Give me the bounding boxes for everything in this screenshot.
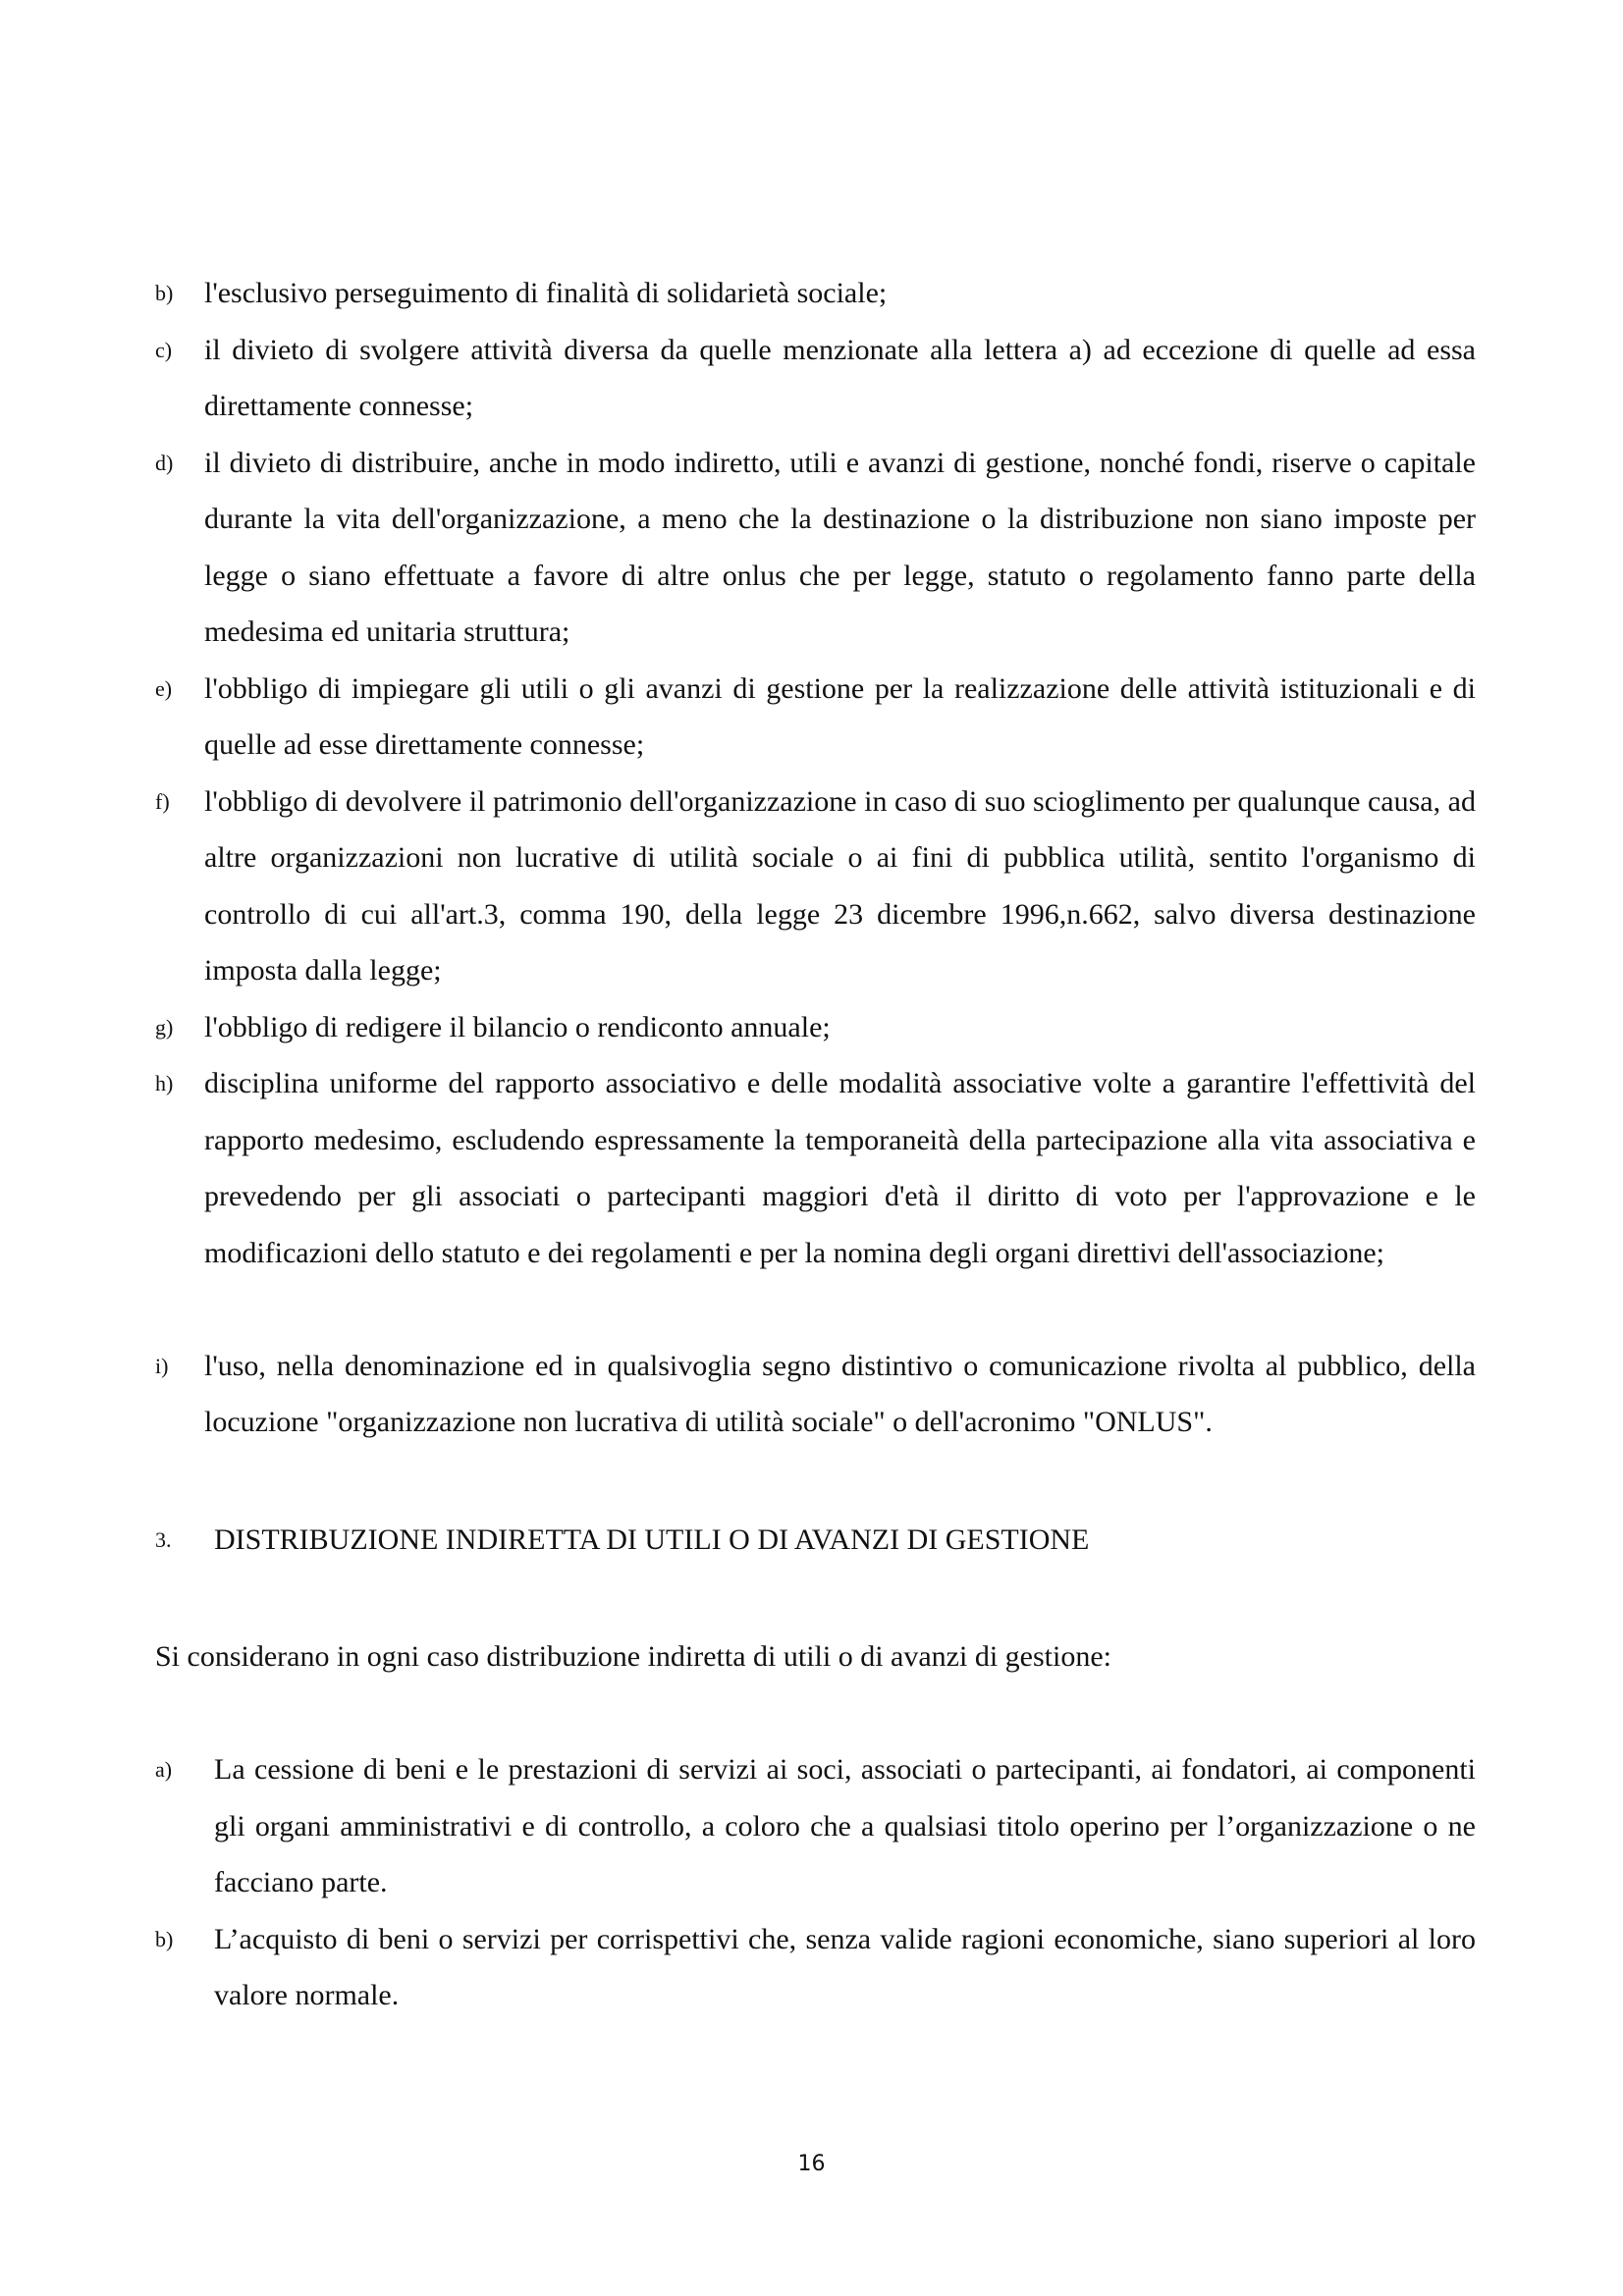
- list-item-text: La cessione di beni e le prestazioni di servizi ai soci, associati o partecipanti, ai fondatori, ai componenti gli organi amministrativi e di controllo, a coloro che a qualsiasi titolo operino per l’organizzazione o ne facciano parte.: [214, 1753, 1476, 1898]
- list-marker: a): [155, 1757, 173, 1782]
- list-item-e: [155, 661, 1476, 774]
- list-marker: e): [155, 675, 173, 701]
- list-item-text: l'obbligo di redigere il bilancio o rendiconto annuale;: [204, 1010, 831, 1043]
- list-marker: i): [155, 1353, 169, 1378]
- list-item-text: l'esclusivo perseguimento di finalità di solidarietà sociale;: [204, 277, 888, 309]
- list-marker: g): [155, 1014, 174, 1040]
- list-item-f: [155, 774, 1476, 999]
- list-marker: b): [155, 1926, 174, 1951]
- list-item-text: il divieto di distribuire, anche in modo indiretto, utili e avanzi di gestione, nonché fondi, riserve o capitale durante la vita dell'organizzazione, a meno che la destinazione o la distribuzione non siano imposte per legge o siano effettuate a favore di altre onlus che per legge, statuto o regolamento fanno parte della medesima ed unitaria struttura;: [204, 446, 1476, 648]
- section-title: DISTRIBUZIONE INDIRETTA DI UTILI O DI AVANZI DI GESTIONE: [214, 1523, 1090, 1556]
- list-item-text: l'obbligo di impiegare gli utili o gli avanzi di gestione per la realizzazione delle attività istituzionali e di quelle ad esse direttamente connesse;: [204, 671, 1476, 761]
- list-item-g: [155, 999, 1476, 1056]
- section-number: 3.: [155, 1527, 172, 1552]
- list-item-i: [155, 1338, 1476, 1451]
- list-item-text: l'obbligo di devolvere il patrimonio dell'organizzazione in caso di suo scioglimento per qualunque causa, ad altre organizzazioni non lucrative di utilità sociale o ai fini di pubblica utilità, sentito l'organismo di controllo di cui all'art.3, comma 190, della legge 23 dicembre 1996,n.662, salvo diversa destinazione imposta dalla legge;: [204, 784, 1476, 987]
- list-item-b: [155, 265, 1476, 322]
- list-item-text: il divieto di svolgere attività diversa da quelle menzionate alla lettera a) ad eccezione di quelle ad essa direttamente connesse;: [204, 333, 1476, 422]
- list-marker: d): [155, 450, 174, 475]
- list-item-text: L’acquisto di beni o servizi per corrispettivi che, senza valide ragioni economiche, siano superiori al loro valore normale.: [214, 1922, 1476, 2011]
- list-two-item-a: [155, 1741, 1476, 1911]
- list-item-d: [155, 435, 1476, 661]
- list-item-h: [155, 1055, 1476, 1281]
- list-marker: b): [155, 281, 174, 305]
- list-two-item-b: [155, 1911, 1476, 2024]
- list-item-text: disciplina uniforme del rapporto associativo e delle modalità associative volte a garantire l'effettività del rapporto medesimo, escludendo espressamente la temporaneità della partecipazione alla vita associativa e prevedendo per gli associati o partecipanti maggiori d'età il diritto di voto per l'approvazione e le modificazioni dello statuto e dei regolamenti e per la nomina degli organi direttivi dell'associazione;: [204, 1067, 1476, 1269]
- page-number: 16: [797, 2152, 826, 2176]
- list-marker: c): [155, 337, 173, 362]
- list-item-text: l'uso, nella denominazione ed in qualsivoglia segno distintivo o comunicazione rivolta al pubblico, della locuzione "organizzazione non lucrativa di utilità sociale" o dell'acronimo "ONLUS".: [204, 1349, 1476, 1438]
- list-item-c: [155, 322, 1476, 435]
- section-heading: [155, 1512, 1476, 1569]
- intro-paragraph: Si considerano in ogni caso distribuzione indiretta di utili o di avanzi di gestione:: [155, 1640, 1111, 1673]
- list-marker: h): [155, 1071, 174, 1095]
- list-marker: f): [155, 788, 170, 814]
